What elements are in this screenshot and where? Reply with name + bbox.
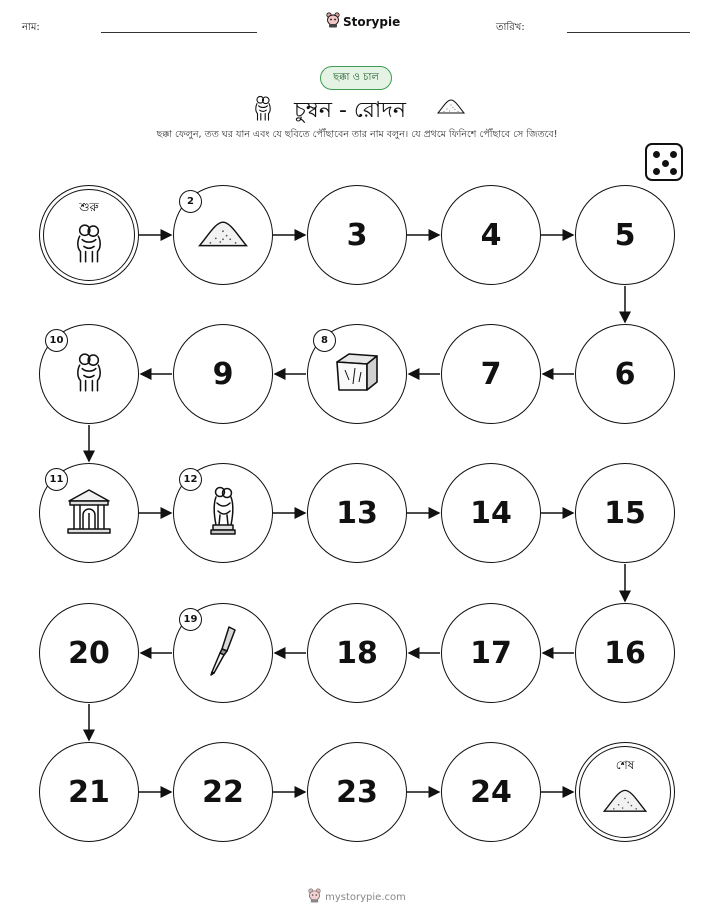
board-cell-14[interactable] bbox=[441, 463, 541, 563]
board-cell-4[interactable] bbox=[441, 185, 541, 285]
instructions: ছক্কা ফেলুন, তত ঘর যান এবং যে ছবিতে পৌঁছাবেন তার নাম বলুন। যে প্রথমে ফিনিশে পৌঁছাবে সে জিতবে! bbox=[156, 129, 558, 140]
board-cell-9[interactable] bbox=[173, 324, 273, 424]
cell-number: 23 bbox=[336, 774, 378, 810]
footer bbox=[0, 888, 714, 906]
board-cell-2[interactable] bbox=[173, 185, 273, 285]
board-cell-19[interactable] bbox=[173, 603, 273, 703]
cell-number: 16 bbox=[604, 635, 646, 671]
cell-number-badge: 8 bbox=[313, 329, 336, 352]
name-label: নাম: bbox=[22, 22, 40, 33]
cell-number: 21 bbox=[68, 774, 110, 810]
board-cell-8[interactable] bbox=[307, 324, 407, 424]
kissing-couple-icon bbox=[72, 350, 106, 398]
cell-number-badge: 12 bbox=[179, 468, 202, 491]
board-cell-3[interactable] bbox=[307, 185, 407, 285]
kissing-couple-icon bbox=[72, 221, 106, 269]
board-cell-13[interactable] bbox=[307, 463, 407, 563]
cell-number: 3 bbox=[346, 217, 368, 253]
board-cell-11[interactable] bbox=[39, 463, 139, 563]
cell-number-badge: 11 bbox=[45, 468, 68, 491]
cell-number: 14 bbox=[470, 495, 512, 531]
cell-number: 22 bbox=[202, 774, 244, 810]
cell-number: 7 bbox=[480, 356, 502, 392]
board-cell-17[interactable] bbox=[441, 603, 541, 703]
cell-number-badge: 10 bbox=[45, 329, 68, 352]
board-cell-20[interactable] bbox=[39, 603, 139, 703]
category-tag: ছক্কা ও চাল bbox=[320, 66, 392, 90]
board-cell-23[interactable] bbox=[307, 742, 407, 842]
cell-number: 15 bbox=[604, 495, 646, 531]
board-cell-15[interactable] bbox=[575, 463, 675, 563]
board-cell-12[interactable] bbox=[173, 463, 273, 563]
cell-number: 20 bbox=[68, 635, 110, 671]
cell-number: 6 bbox=[614, 356, 636, 392]
cell-number-badge: 19 bbox=[179, 608, 202, 631]
board-cell-24[interactable] bbox=[441, 742, 541, 842]
cell-number: 24 bbox=[470, 774, 512, 810]
board-cell-6[interactable] bbox=[575, 324, 675, 424]
board-cell-10[interactable] bbox=[39, 324, 139, 424]
cell-number-badge: 2 bbox=[179, 190, 202, 213]
cell-number: 17 bbox=[470, 635, 512, 671]
board-cell-16[interactable] bbox=[575, 603, 675, 703]
sand-pile-icon bbox=[600, 784, 650, 820]
storypie-logo-icon bbox=[308, 888, 321, 906]
chisel-icon bbox=[205, 625, 241, 681]
brand-name: Storypie bbox=[343, 14, 401, 29]
cell-number: 9 bbox=[212, 356, 234, 392]
date-label: তারিখ: bbox=[496, 22, 525, 33]
cell-number: 4 bbox=[480, 217, 502, 253]
cell-number: 13 bbox=[336, 495, 378, 531]
board-cell-end[interactable] bbox=[575, 742, 675, 842]
sand-pile-icon bbox=[195, 215, 251, 255]
cell-number: 18 bbox=[336, 635, 378, 671]
worksheet-title: চুম্বন - রোদন bbox=[294, 98, 406, 123]
board-cell-7[interactable] bbox=[441, 324, 541, 424]
embracing-statue-icon bbox=[208, 485, 238, 541]
footer-url[interactable]: mystorypie.com bbox=[325, 891, 406, 903]
board-cell-start[interactable] bbox=[39, 185, 139, 285]
cell-number: 5 bbox=[614, 217, 636, 253]
start-label: শুরু bbox=[79, 200, 99, 214]
temple-building-icon bbox=[66, 487, 112, 539]
board-cell-21[interactable] bbox=[39, 742, 139, 842]
board-cell-5[interactable] bbox=[575, 185, 675, 285]
stone-block-icon bbox=[333, 350, 381, 398]
board-cell-22[interactable] bbox=[173, 742, 273, 842]
end-label: শেষ bbox=[615, 758, 635, 772]
board-cell-18[interactable] bbox=[307, 603, 407, 703]
